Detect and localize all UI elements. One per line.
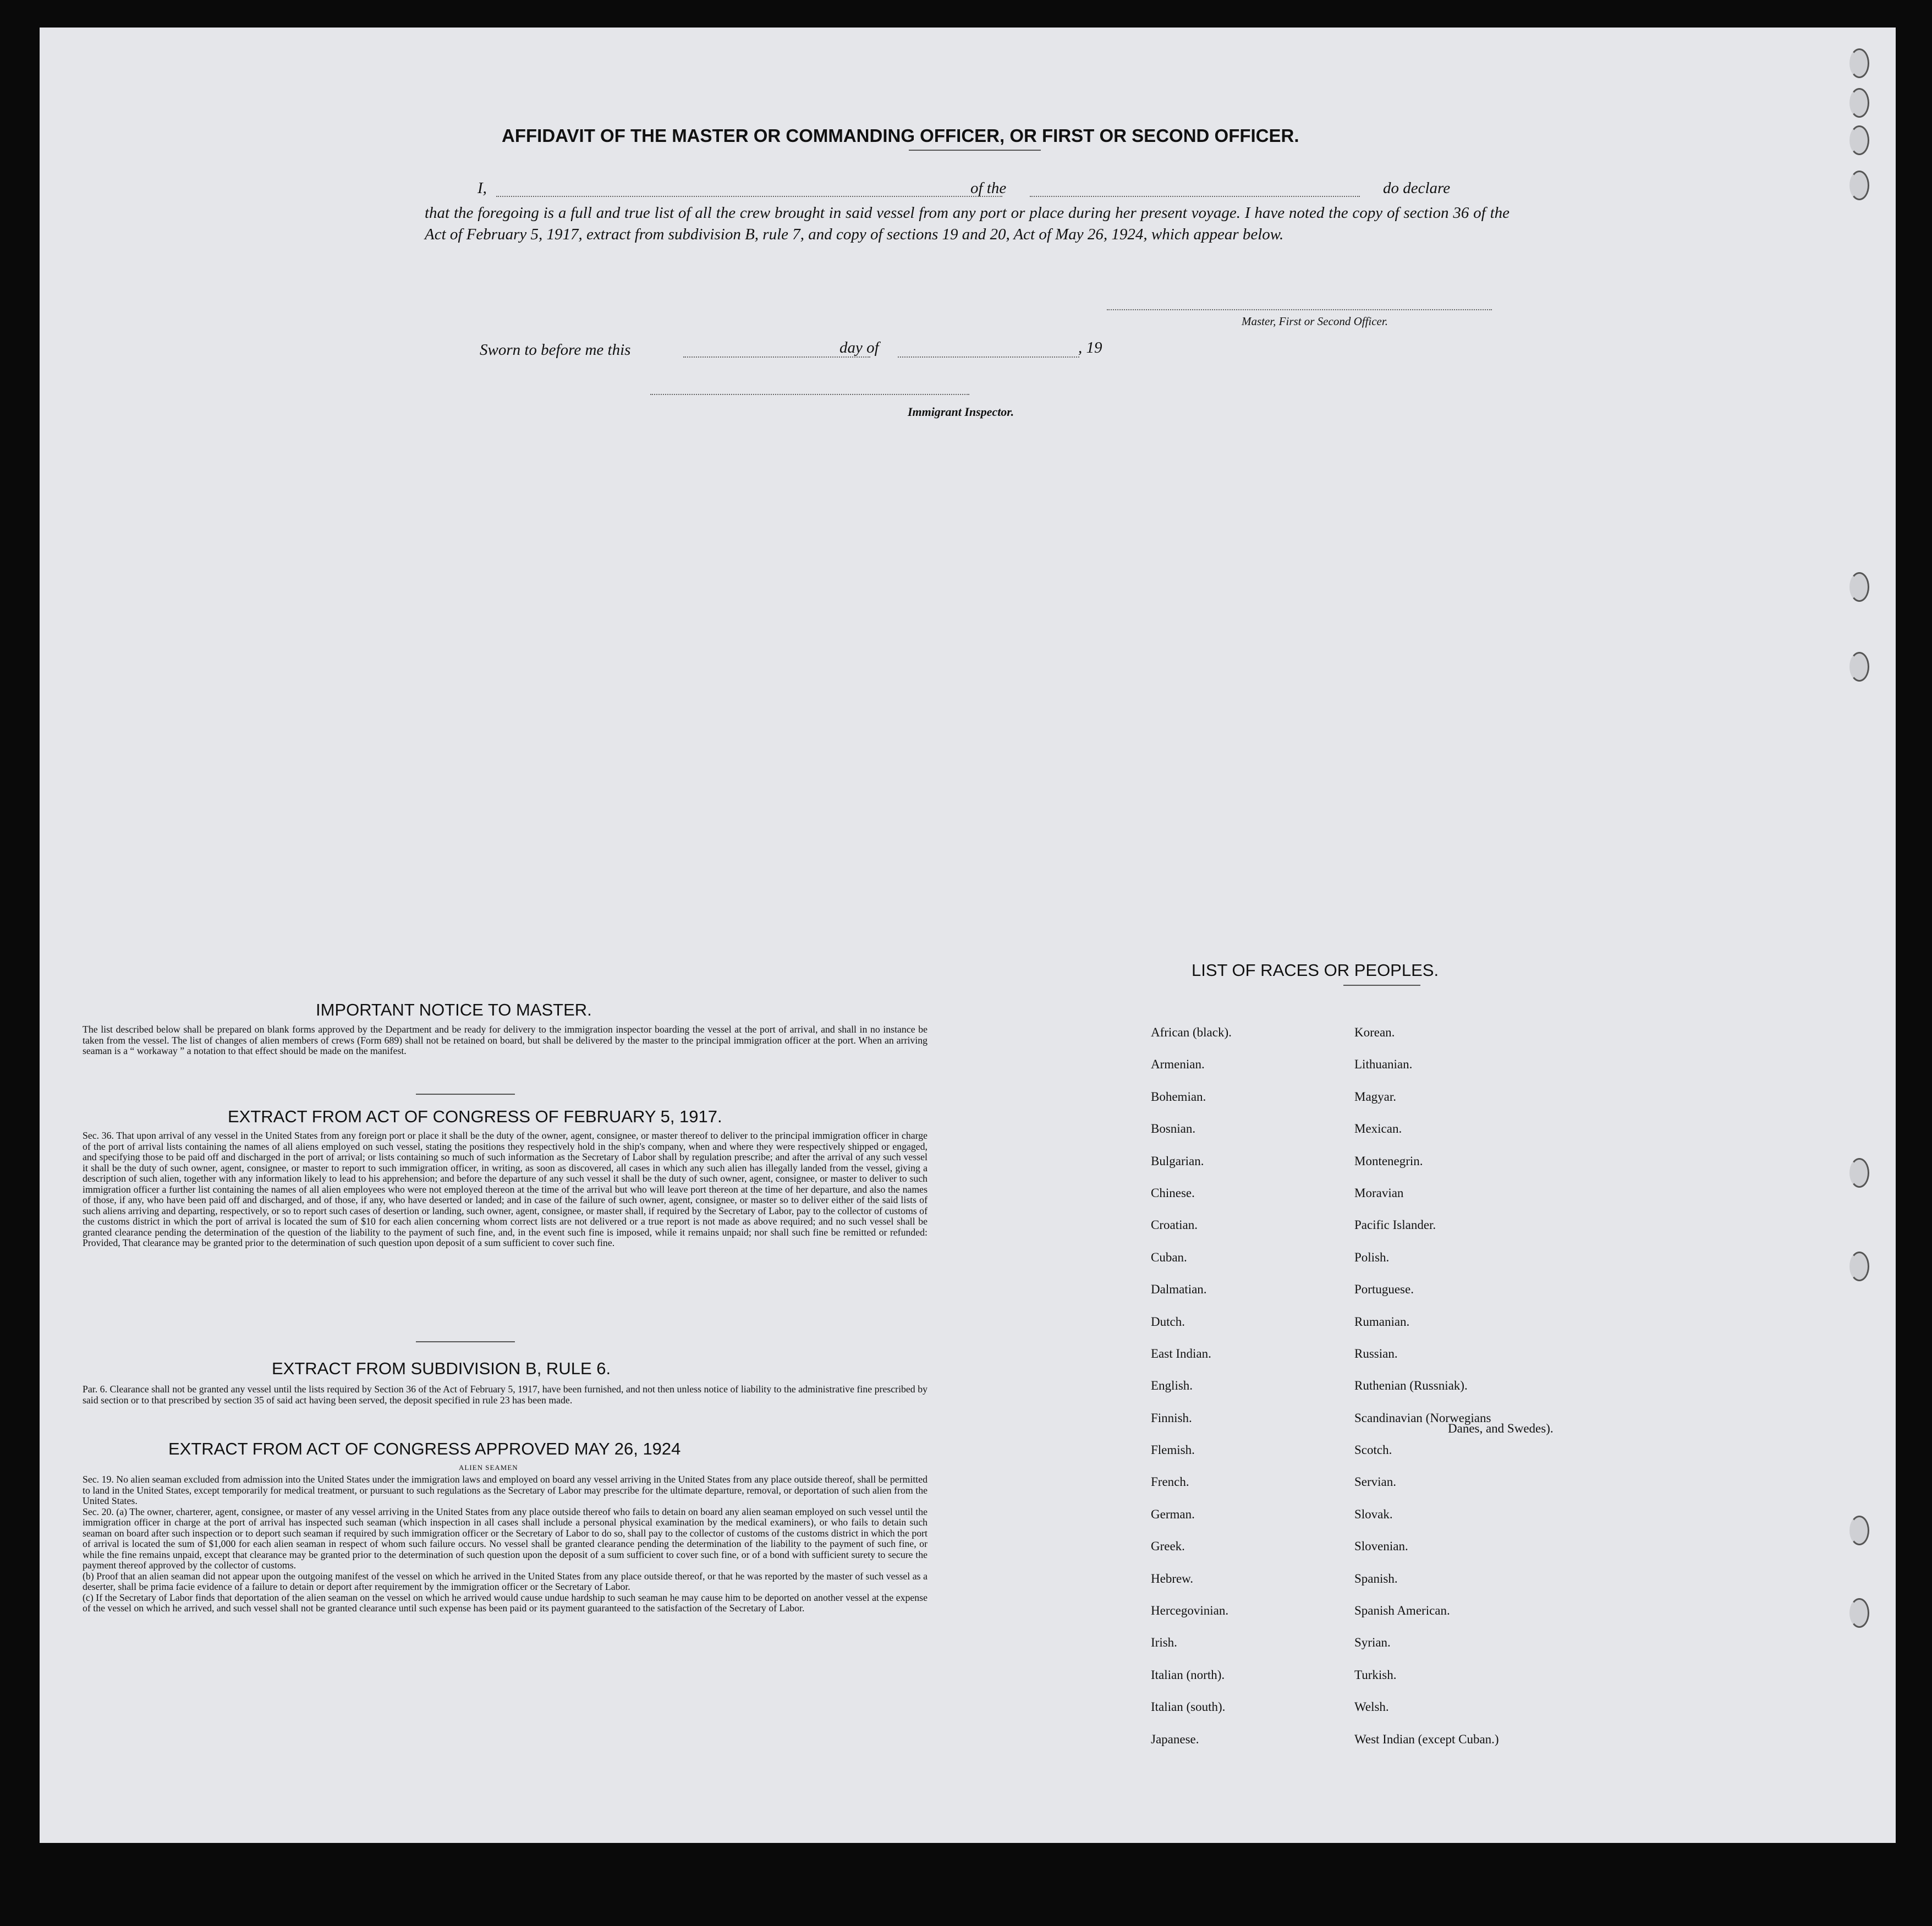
race-item: West Indian (except Cuban.) (1354, 1732, 1499, 1746)
race-item: Irish. (1151, 1636, 1177, 1650)
race-item: Chinese. (1151, 1186, 1195, 1200)
race-item: Rumanian. (1354, 1314, 1410, 1329)
extract-rule6-body: Par. 6. Clearance shall not be granted any vessel until the lists required by Section 36 of the Act of February 5, 1917, have been furnished, and not then unless notice of liability to the administrative fine prescribed by said section or to that prescribed by section 35 of said act having been served, the deposit specified in rule 23 has been made. (83, 1384, 927, 1406)
race-item: Polish. (1354, 1250, 1390, 1264)
races-title: LIST OF RACES OR PEOPLES. (1192, 961, 1439, 980)
binder-hole-icon (1849, 171, 1869, 200)
month-blank[interactable] (898, 356, 1079, 358)
race-item: Italian (south). (1151, 1700, 1226, 1714)
binder-hole-icon (1849, 88, 1869, 118)
sec20b-text: (b) Proof that an alien seaman did not appear upon the outgoing manifest of the vessel on which he arrived in the United States from any place outside thereof, or that he was reported by the master of such vessel as a deserter, shall be prima facie evidence of a failure to detain or deport after requirement by the immigration officer or the Secretary of Labor. (83, 1570, 927, 1592)
extract-1924-title: EXTRACT FROM ACT OF CONGRESS APPROVED MAY 26, 1924 (168, 1439, 681, 1458)
race-item: Scandinavian (Norwegians (1354, 1411, 1491, 1425)
binder-hole-icon (1849, 1598, 1869, 1628)
race-item: Servian. (1354, 1475, 1397, 1489)
binder-hole-icon (1849, 1252, 1869, 1281)
race-item: Korean. (1354, 1025, 1395, 1039)
race-item: Syrian. (1354, 1636, 1391, 1650)
extract-1917-title: EXTRACT FROM ACT OF CONGRESS OF FEBRUARY 5, 1917. (228, 1107, 722, 1126)
affidavit-declare: do declare (1383, 179, 1451, 197)
race-item: Slovak. (1354, 1507, 1393, 1521)
binder-hole-icon (1849, 1516, 1869, 1545)
race-item: Finnish. (1151, 1411, 1192, 1425)
race-item: Moravian (1354, 1186, 1404, 1200)
sworn-text: Sworn to before me this (480, 341, 631, 359)
race-item: Bohemian. (1151, 1089, 1206, 1104)
race-item: English. (1151, 1379, 1193, 1393)
race-item: Hercegovinian. (1151, 1604, 1229, 1618)
notice-body: The list described below shall be prepared on blank forms approved by the Department and be ready for delivery to the immigration inspector boarding the vessel at the port of arrival, and shall in no instance be taken from the vessel. The list of changes of alien members of crews (Form 689) shall not be retained on board, but shall be delivered by the master to the principal immigration officer at the port. When an arriving seaman is a “ workaway ” a notation to that effect should be made on the manifest. (83, 1024, 927, 1056)
inspector-signature-label: Immigrant Inspector. (908, 405, 1014, 419)
binder-hole-icon (1849, 652, 1869, 682)
sec20a-text: Sec. 20. (a) The owner, charterer, agent, consignee, or master of any vessel arriving in the United States from any place outside thereof who fails to detain on board any alien seaman employed on such vessel until the immigration officer in charge at the port of arrival has inspected such seaman (which inspection in all cases shall include a personal physical examination by the medical examiners), or who fails to detain such seaman on board after such inspection or to deport such seaman if required by such immigration officer or the Secretary of Labor to do so, shall pay to the collector of customs of the customs district in which the port of arrival is located the sum of $1,000 for each alien seaman in respect of whom such failure occurs. No vessel shall be granted clearance pending the determination of the liability to the payment of such fine, or while the fine remains unpaid, except that clearance may be granted prior to the determination of such question upon the deposit of a sum sufficient to cover such fine, or of a bond with sufficient surety to secure the payment thereof approved by the collector of customs. (83, 1506, 927, 1571)
race-item: Slovenian. (1354, 1539, 1408, 1554)
binder-hole-icon (1849, 572, 1869, 602)
binder-hole-icon (1849, 1158, 1869, 1188)
extract-1917-body: Sec. 36. That upon arrival of any vessel in the United States from any foreign port or place it shall be the duty of the owner, agent, consignee, or master thereof to deliver to the principal immigration officer in charge of the port of arrival lists containing the names of all aliens employed on such vessel, stating the positions they respectively hold in the ship's company, when and where they were respectively shipped or engaged, and specifying those to be paid off and discharged in the port of arrival; or lists containing so much of such information as the Secretary of Labor shall by regulation prescribe; and after the arrival of any such vessel it shall be the duty of such owner, agent, consignee, or master to report to such immigration officer, in writing, as soon as discovered, all cases in which any such alien has illegally landed from the vessel, giving a description of such alien, together with any information likely to lead to his apprehension; and before the departure of any such vessel it shall be the duty of such owner, agent, consignee, or master to deliver to such immigration officer a further list containing the names of all alien employees who were not employed thereon at the time of the arrival but who will leave port thereon at the time of her departure, and also the names of those, if any, who have been paid off and discharged, and of those, if any, who have deserted or landed; and in case of the failure of such owner, agent, consignee, or master so to deliver either of the said lists of such aliens arriving and departing, respectively, or so to report such cases of desertion or landing, such owner, agent, consignee, or master shall, if required by the Secretary of Labor, pay to the collector of customs of the customs district in which the port of arrival is located the sum of $10 for each alien concerning whom correct lists are not delivered or a true report is not made as above required; and no such vessel shall be granted clearance pending the determination of the question of the liability to the payment of such fine, and, in the event such fine is imposed, while it remains unpaid; nor shall such fine be remitted or refunded: Provided, That clearance may be granted prior to the determination of such question upon deposit of a sum sufficient to cover such fine. (83, 1130, 927, 1248)
race-item: Lithuanian. (1354, 1057, 1413, 1072)
race-item: Armenian. (1151, 1057, 1205, 1072)
affidavit-i: I, (477, 179, 487, 197)
race-item: Scotch. (1354, 1443, 1392, 1457)
race-item: African (black). (1151, 1025, 1232, 1039)
race-item: Russian. (1354, 1346, 1398, 1360)
race-item: Welsh. (1354, 1700, 1389, 1714)
race-item: Pacific Islander. (1354, 1218, 1436, 1232)
race-item: Cuban. (1151, 1250, 1187, 1264)
race-item: Turkish. (1354, 1667, 1397, 1682)
divider (416, 1094, 515, 1095)
binder-hole-icon (1849, 48, 1869, 78)
affidavit-body: that the foregoing is a full and true list of all the crew brought in said vessel from any port or place during her present voyage. I have noted the copy of section 36 of the Act of February 5, 1917, extract from subdivision B, rule 7, and copy of sections 19 and 20, Act of May 26, 1924, which appear below. (425, 204, 1510, 243)
form-sheet (40, 28, 1896, 1843)
affidavit-title: AFFIDAVIT OF THE MASTER OR COMMANDING OFFICER, OR FIRST OR SECOND OFFICER. (502, 125, 1299, 146)
race-item: Italian (north). (1151, 1667, 1225, 1682)
extract-rule6-title: EXTRACT FROM SUBDIVISION B, RULE 6. (272, 1359, 611, 1378)
race-item: Ruthenian (Russniak). (1354, 1379, 1468, 1393)
race-item: Hebrew. (1151, 1571, 1194, 1585)
sec19-text: Sec. 19. No alien seaman excluded from admission into the United States under the immigration laws and employed on board any vessel arriving in the United States from any place outside thereof, shall be permitted to land in the United States, except temporarily for medical treatment, or pursuant to such regulations as the Secretary of Labor may prescribe for the ultimate departure, removal, or deportation of such alien from the United States. (83, 1474, 927, 1506)
sworn-year: , 19 (1078, 339, 1102, 356)
name-blank[interactable] (496, 196, 1002, 197)
race-item: Dalmatian. (1151, 1282, 1207, 1297)
race-item: Croatian. (1151, 1218, 1198, 1232)
race-item: Spanish. (1354, 1571, 1398, 1585)
race-item: Flemish. (1151, 1443, 1195, 1457)
race-item: Portuguese. (1354, 1282, 1414, 1297)
divider (416, 1341, 515, 1342)
vessel-blank[interactable] (1030, 196, 1360, 197)
races-column-1 (1151, 1017, 1360, 1755)
race-item: Greek. (1151, 1539, 1185, 1554)
race-item: German. (1151, 1507, 1195, 1521)
notice-title: IMPORTANT NOTICE TO MASTER. (316, 1000, 592, 1019)
races-column-2 (1354, 1017, 1662, 1755)
race-item-continuation: Danes, and Swedes). (1448, 1422, 1554, 1435)
race-item: Spanish American. (1354, 1604, 1450, 1618)
master-signature-label: Master, First or Second Officer. (1242, 315, 1388, 328)
alien-seamen-subtitle: ALIEN SEAMEN (459, 1463, 518, 1472)
affidavit-of-the: of the (970, 179, 1007, 197)
race-item: East Indian. (1151, 1346, 1211, 1360)
race-item: Mexican. (1354, 1122, 1402, 1136)
race-item: Bulgarian. (1151, 1154, 1204, 1168)
race-item: Montenegrin. (1354, 1154, 1423, 1168)
race-item: Dutch. (1151, 1314, 1185, 1329)
race-item: Bosnian. (1151, 1122, 1196, 1136)
inspector-signature-line[interactable] (650, 394, 969, 395)
title-rule (909, 150, 1041, 151)
race-item: Magyar. (1354, 1089, 1397, 1104)
race-item: French. (1151, 1475, 1189, 1489)
master-signature-line[interactable] (1107, 309, 1492, 310)
sec20c-text: (c) If the Secretary of Labor finds that deportation of the alien seaman on the vessel on which he arrived would cause undue hardship to such seaman he may cause him to be deported on another vessel at the expense of the vessel on which he arrived, and such vessel shall not be granted clearance until such expense has been paid or its payment guaranteed to the satisfaction of the Secretary of Labor. (83, 1592, 927, 1614)
sworn-day-of: day of (839, 339, 879, 356)
race-item: Japanese. (1151, 1732, 1199, 1746)
divider (1343, 985, 1420, 986)
binder-hole-icon (1849, 125, 1869, 155)
